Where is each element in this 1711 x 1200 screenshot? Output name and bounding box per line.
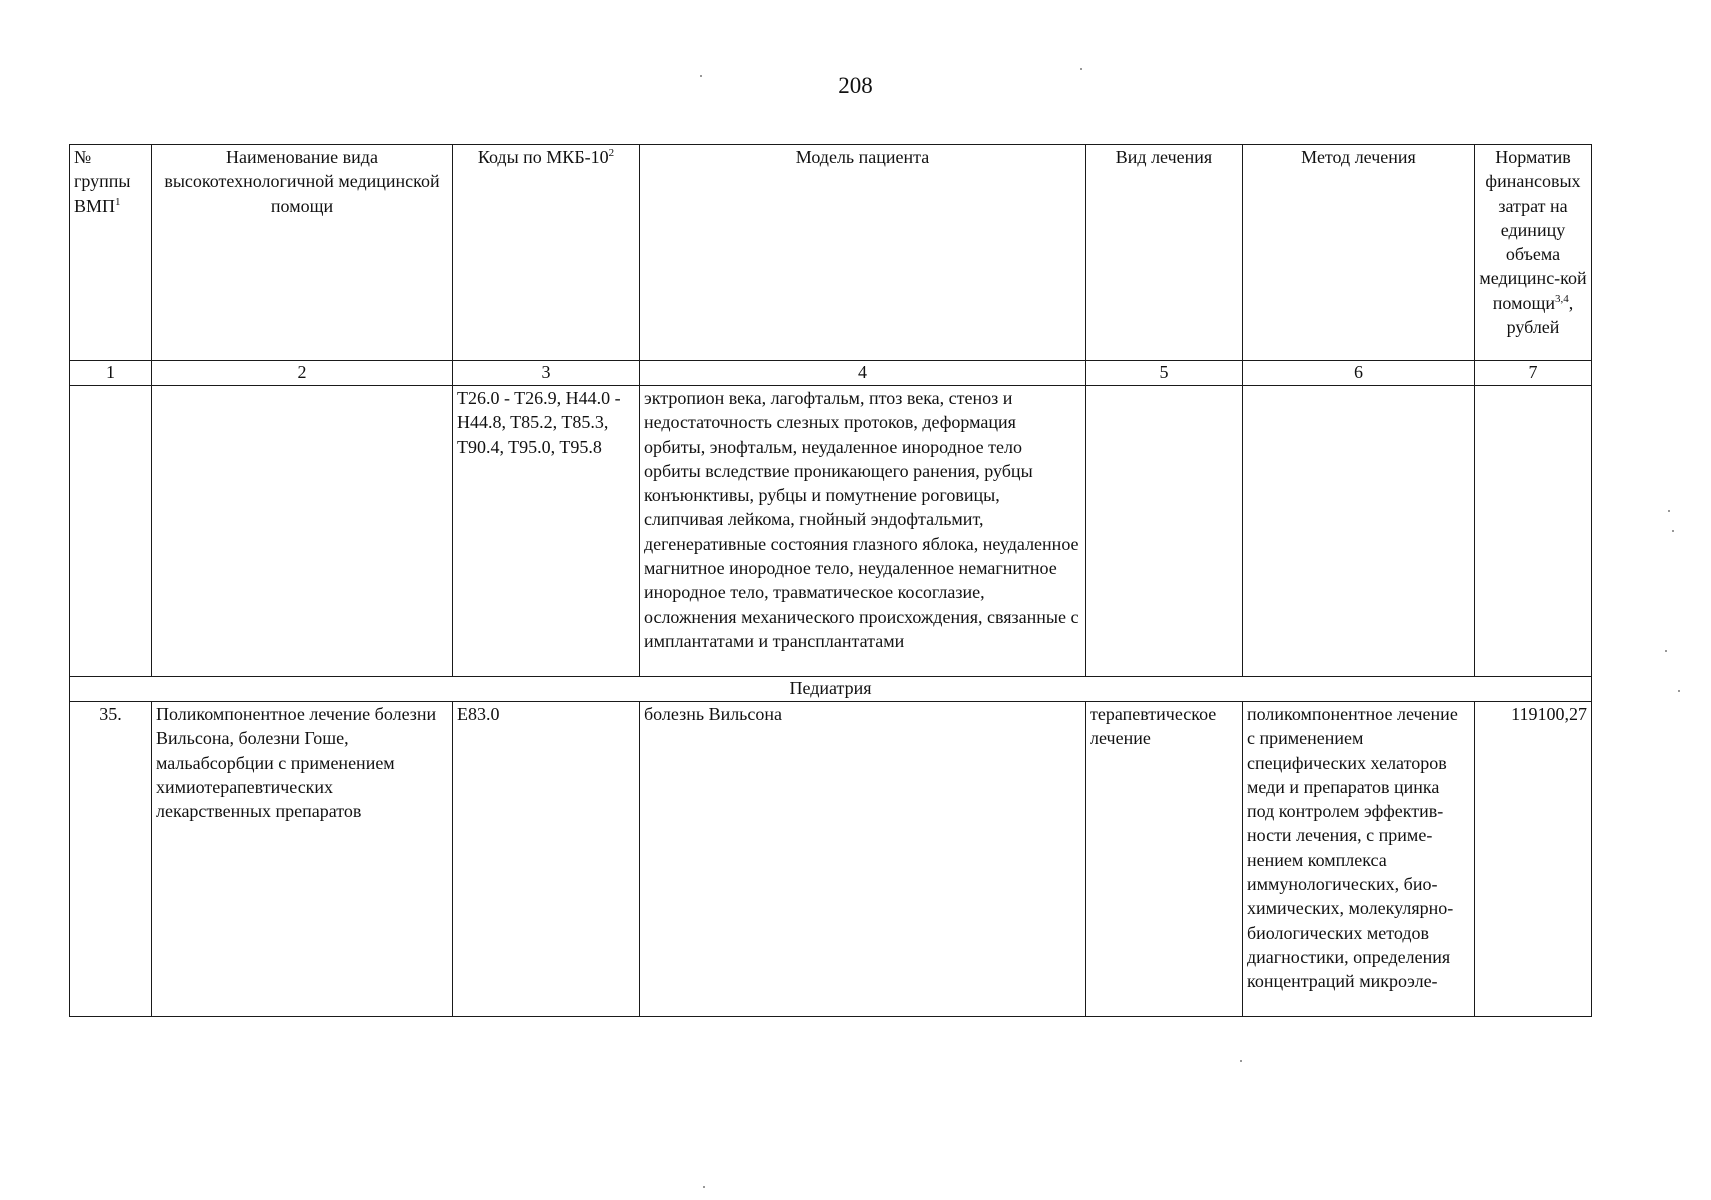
- column-number: 5: [1086, 361, 1243, 386]
- scan-speck: [1080, 68, 1082, 70]
- cell-group-number: 35.: [70, 702, 152, 1017]
- table-row: [70, 702, 1592, 1017]
- cell-treatment-method: поликомпонентное лечение с применением специфических хелаторов меди и препаратов цинка под контролем эффектив-ности лечения, с приме-нением комплекса иммунологических, био-химических, молекулярно-биологических методов диагностики, определения концентраций микроэле-: [1243, 702, 1475, 1017]
- cell-patient-model: болезнь Вильсона: [640, 702, 1086, 1017]
- column-number: 6: [1243, 361, 1475, 386]
- cell-care-name: [152, 386, 453, 677]
- cell-icd-codes: E83.0: [453, 702, 640, 1017]
- section-title: Педиатрия: [70, 677, 1592, 702]
- scan-speck: [1678, 690, 1680, 692]
- header-patient-model: Модель пациента: [640, 145, 1086, 361]
- column-number-row: [70, 361, 1592, 386]
- cell-care-name: Поликомпонентное лечение болезни Вильсона, болезни Гоше, мальабсорбции с применением химиотерапевтических лекарственных препаратов: [152, 702, 453, 1017]
- scan-speck: [1665, 650, 1667, 652]
- header-care-name: Наименование вида высокотехнологичной медицинской помощи: [152, 145, 453, 361]
- cell-treatment-method: [1243, 386, 1475, 677]
- header-icd-codes: Коды по МКБ-$10^2$: [453, 145, 640, 361]
- table-header-row: [70, 145, 1592, 361]
- cell-icd-codes: T26.0 - T26.9, H44.0 - H44.8, T85.2, T85.3, T90.4, T95.0, T95.8: [453, 386, 640, 677]
- cell-cost-norm: [1475, 386, 1592, 677]
- vmp-table: [69, 144, 1592, 1017]
- section-header-row: [70, 677, 1592, 702]
- column-number: 3: [453, 361, 640, 386]
- header-treatment-type: Вид лечения: [1086, 145, 1243, 361]
- column-number: 2: [152, 361, 453, 386]
- scan-speck: [1240, 1060, 1242, 1062]
- page-number: 208: [838, 73, 873, 98]
- cell-group-number: [70, 386, 152, 677]
- cell-cost-norm: 119100,27: [1475, 702, 1592, 1017]
- column-number: 7: [1475, 361, 1592, 386]
- column-number: 1: [70, 361, 152, 386]
- scan-speck: [700, 75, 702, 77]
- scan-speck: [703, 1186, 705, 1188]
- header-treatment-method: Метод лечения: [1243, 145, 1475, 361]
- table-row: [70, 386, 1592, 677]
- header-cost-norm: Норматив финансовых затрат на единицу объема медицинс-кой помощи$^{3,4}$, рублей: [1475, 145, 1592, 361]
- cell-treatment-type: [1086, 386, 1243, 677]
- header-group-number: № группы ВМП$^1$: [70, 145, 152, 361]
- cell-patient-model: эктропион века, лагофтальм, птоз века, стеноз и недостаточность слезных протоков, деформация орбиты, энофтальм, неудаленное инородное тело орбиты вследствие проникающего ранения, рубцы конъюнктивы, рубцы и помутнение роговицы, слипчивая лейкома, гнойный эндофтальмит, дегенеративные состояния глазного яблока, неудаленное магнитное инородное тело, неудаленное немагнитное инородное тело, травматическое косоглазие, осложнения механического происхождения, связанные с имплантатами и трансплантатами: [640, 386, 1086, 677]
- cell-treatment-type: терапевтическое лечение: [1086, 702, 1243, 1017]
- scan-speck: [1672, 530, 1674, 532]
- column-number: 4: [640, 361, 1086, 386]
- scan-speck: [1668, 510, 1670, 512]
